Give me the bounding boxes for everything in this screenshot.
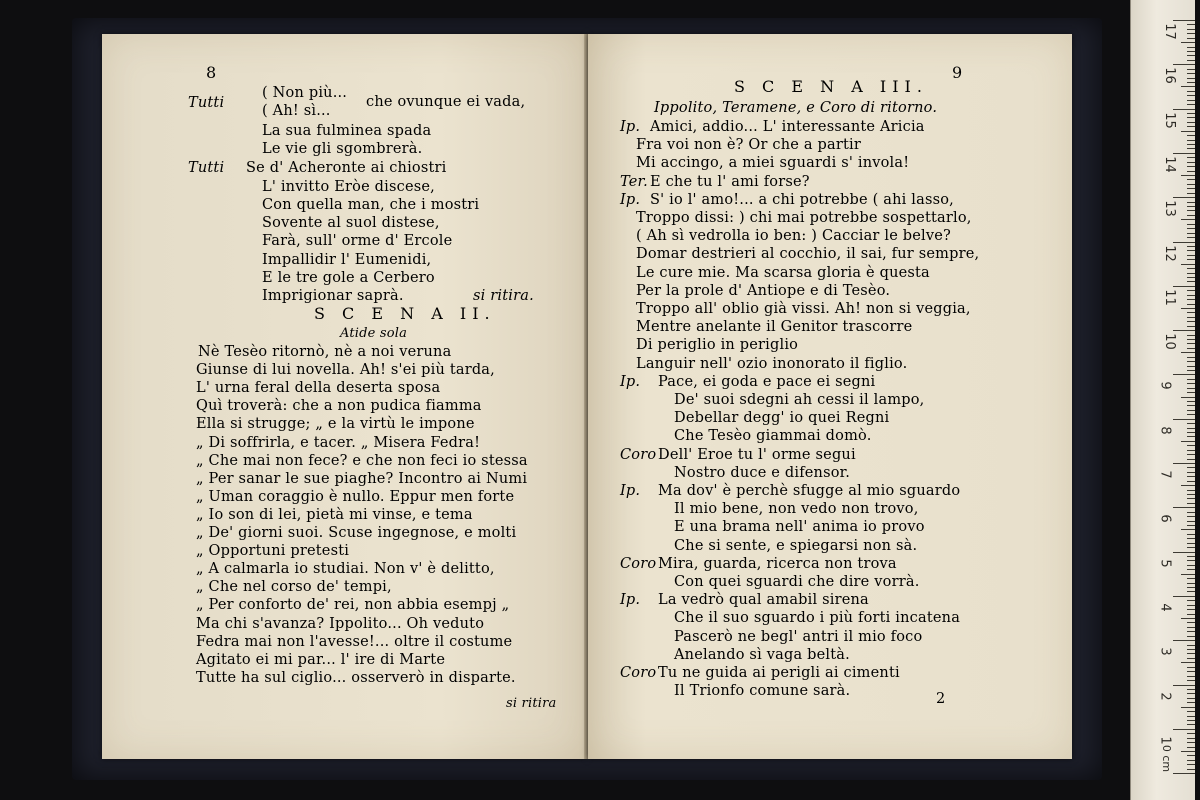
ruler-tick — [1187, 534, 1195, 535]
ruler-tick — [1173, 242, 1195, 243]
ruler-tick — [1187, 410, 1195, 411]
dialogue-line: Che il suo sguardo i più forti incatena — [674, 610, 961, 627]
ruler-tick — [1187, 698, 1195, 699]
dialogue-line: Il mio bene, non vedo non trovo, — [674, 501, 919, 518]
scene-subtitle: Atide sola — [340, 326, 408, 341]
ruler-tick — [1187, 166, 1195, 167]
speaker-label: Ip. — [620, 119, 641, 135]
ruler-tick — [1173, 64, 1195, 65]
speaker-label: Coro — [620, 665, 657, 681]
ruler-tick — [1187, 481, 1195, 482]
ruler-number: 8 — [1157, 426, 1173, 435]
dialogue-line: Mira, guarda, ricerca non trova — [658, 555, 897, 572]
ruler-tick — [1187, 321, 1195, 322]
speaker-label: Ter. — [620, 173, 648, 190]
ruler-tick — [1187, 113, 1195, 114]
ruler-tick — [1187, 689, 1195, 690]
monologue-line: „ Per sanar le sue piaghe? Incontro ai Numi — [196, 470, 528, 487]
ruler-tick — [1173, 330, 1195, 331]
ruler-tick — [1187, 622, 1195, 623]
ruler-tick — [1187, 122, 1195, 123]
ruler-tick — [1187, 388, 1195, 389]
ruler-tick — [1187, 60, 1195, 61]
monologue-line: Fedra mai non l'avesse!... oltre il costume — [196, 633, 513, 650]
ruler-number: 5 — [1157, 558, 1173, 568]
ruler-tick — [1187, 304, 1195, 305]
ruler-tick — [1187, 202, 1195, 203]
dialogue-line: Di periglio in periglio — [636, 337, 799, 354]
ruler-tick — [1187, 459, 1195, 460]
dialogue-line: Il Trionfo comune sarà. — [674, 683, 851, 700]
left-page-number: 8 — [206, 63, 217, 82]
stage-direction: si ritira. — [473, 288, 534, 304]
verse-line: La sua fulminea spada — [262, 123, 432, 139]
dialogue-line: Amici, addio... L' interessante Aricia — [650, 119, 925, 135]
ruler-tick — [1187, 680, 1195, 681]
monologue-line: L' urna feral della deserta sposa — [196, 380, 441, 397]
ruler-tick — [1187, 538, 1195, 539]
ruler-tick — [1187, 206, 1195, 207]
ruler-tick — [1187, 250, 1195, 251]
dialogue-line: Che si sente, e spiegarsi non sà. — [674, 537, 918, 554]
ruler-tick — [1187, 476, 1195, 477]
monologue-line: „ Uman coraggio è nullo. Eppur men forte — [196, 488, 515, 505]
ruler-tick — [1187, 423, 1195, 424]
scene-title: S C E N A II. — [314, 304, 496, 323]
ruler-tick — [1187, 135, 1195, 136]
ruler-tick — [1187, 658, 1195, 659]
ruler-tick — [1187, 91, 1195, 92]
ruler-tick — [1187, 335, 1195, 336]
dialogue-line: Fra voi non è? Or che a partir — [636, 137, 861, 154]
ruler-tick — [1187, 445, 1195, 446]
ruler-tick — [1187, 366, 1195, 367]
ruler-number: 15 — [1161, 111, 1177, 129]
ruler-tick — [1187, 521, 1195, 522]
ruler-tick — [1187, 760, 1195, 761]
ruler-tick — [1187, 747, 1195, 748]
dialogue-line: Pace, ei goda e pace ei segni — [658, 373, 876, 390]
ruler-tick — [1187, 405, 1195, 406]
ruler-tick — [1173, 20, 1195, 21]
signature-mark: 2 — [936, 691, 946, 707]
ruler-tick — [1181, 131, 1195, 132]
ruler-number: 7 — [1157, 470, 1173, 479]
ruler-tick — [1187, 255, 1195, 256]
ruler-number: 6 — [1157, 514, 1173, 523]
ruler-tick — [1181, 352, 1195, 353]
ruler-number: 17 — [1161, 23, 1177, 40]
ruler-tick — [1173, 153, 1195, 154]
ruler-tick — [1173, 463, 1195, 464]
monologue-line: Tutte ha sul ciglio... osserverò in disparte. — [196, 669, 516, 686]
dialogue-line: Troppo dissi: ) chi mai potrebbe sospettarlo, — [636, 210, 972, 226]
ruler-number: 16 — [1161, 67, 1177, 85]
ruler-tick — [1187, 326, 1195, 327]
ruler-tick — [1187, 738, 1195, 739]
dialogue-line: E una brama nell' anima io provo — [674, 519, 925, 536]
dialogue-line: Le cure mie. Ma scarsa gloria è questa — [636, 264, 930, 281]
verse-line: Sovente al suol distese, — [262, 215, 440, 231]
speaker-label: Tutti — [188, 95, 225, 111]
ruler-tick — [1187, 543, 1195, 544]
dialogue-line: Ma dov' è perchè sfugge al mio sguardo — [658, 483, 961, 499]
ruler-tick — [1187, 667, 1195, 668]
ruler-tick — [1187, 100, 1195, 101]
ruler-tick — [1187, 436, 1195, 437]
ruler-tick — [1181, 219, 1195, 220]
verse-line: Imprigionar saprà. — [262, 288, 404, 304]
ruler-tick — [1187, 55, 1195, 56]
ruler-tick — [1181, 751, 1195, 752]
ruler-tick — [1173, 640, 1195, 641]
ruler-tick — [1187, 361, 1195, 362]
ruler-tick — [1173, 552, 1195, 553]
monologue-line: Giunse di lui novella. Ah! s'ei più tarda, — [196, 362, 495, 379]
verse-line: Impallidir l' Eumenidi, — [262, 252, 432, 268]
ruler-tick — [1187, 148, 1195, 149]
ruler-tick — [1187, 649, 1195, 650]
ruler-tick — [1187, 171, 1195, 172]
ruler-tick — [1187, 51, 1195, 52]
ruler-number: 10 — [1161, 333, 1177, 350]
ruler-tick — [1187, 273, 1195, 274]
ruler-tick — [1187, 742, 1195, 743]
dialogue-line: Debellar degg' io quei Regni — [674, 410, 890, 427]
ruler-tick — [1181, 441, 1195, 442]
dialogue-line: E che tu l' ami forse? — [650, 173, 810, 190]
ruler-tick — [1187, 95, 1195, 96]
ruler-tick — [1187, 583, 1195, 584]
ruler-tick — [1187, 268, 1195, 269]
monologue-line: Quì troverà: che a non pudica fiamma — [196, 398, 482, 415]
ruler-tick — [1187, 140, 1195, 141]
ruler-tick — [1187, 494, 1195, 495]
ruler-tick — [1187, 450, 1195, 451]
scene-subtitle: Ippolito, Teramene, e Coro di ritorno. — [654, 100, 938, 116]
ruler-tick — [1187, 117, 1195, 118]
ruler-tick — [1187, 565, 1195, 566]
ruler-tick — [1181, 574, 1195, 575]
ruler-number: 4 — [1157, 603, 1173, 612]
ruler-tick — [1187, 490, 1195, 491]
ruler-tick — [1173, 419, 1195, 420]
ruler-number: 14 — [1161, 156, 1177, 173]
ruler-tick — [1187, 299, 1195, 300]
speaker-label: Coro — [620, 446, 657, 463]
ruler-tick — [1187, 711, 1195, 712]
dialogue-line: Troppo all' oblio già vissi. Ah! non si veggia, — [636, 301, 971, 317]
ruler-tick — [1173, 109, 1195, 110]
ruler-tick — [1187, 609, 1195, 610]
verse-line: Le vie gli sgombrerà. — [262, 141, 423, 157]
dialogue-line: Anelando sì vaga beltà. — [674, 646, 850, 663]
ruler-tick — [1187, 556, 1195, 557]
ruler-tick — [1173, 773, 1195, 774]
ruler-tick — [1187, 188, 1195, 189]
ruler-tick — [1187, 157, 1195, 158]
ruler-tick — [1187, 290, 1195, 291]
dialogue-line: La vedrò qual amabil sirena — [658, 592, 869, 609]
ruler-tick — [1187, 428, 1195, 429]
monologue-line: Ella si strugge; „ e la virtù le impone — [196, 416, 475, 433]
ruler-tick — [1187, 578, 1195, 579]
ruler-tick — [1173, 685, 1195, 686]
ruler-tick — [1187, 764, 1195, 765]
ruler-tick — [1181, 42, 1195, 43]
ruler-tick — [1187, 432, 1195, 433]
ruler-tick — [1187, 295, 1195, 296]
ruler-tick — [1187, 379, 1195, 380]
ruler-tick — [1187, 343, 1195, 344]
ruler-tick — [1187, 631, 1195, 632]
verse-line: ( Non più... — [262, 85, 348, 101]
ruler-tick — [1187, 591, 1195, 592]
ruler-tick — [1173, 374, 1195, 375]
ruler-tick — [1187, 33, 1195, 34]
ruler-tick — [1187, 73, 1195, 74]
ruler-tick — [1187, 653, 1195, 654]
ruler-tick — [1181, 662, 1195, 663]
ruler-tick — [1187, 525, 1195, 526]
ruler-tick — [1187, 587, 1195, 588]
dialogue-line: S' io l' amo!... a chi potrebbe ( ahi lasso, — [650, 191, 954, 208]
ruler-tick — [1187, 228, 1195, 229]
ruler-tick — [1187, 126, 1195, 127]
ruler-tick — [1181, 485, 1195, 486]
ruler-tick — [1187, 569, 1195, 570]
dialogue-line: Domar destrieri al cocchio, il sai, fur sempre, — [636, 246, 980, 263]
monologue-line: Nè Tesèo ritornò, nè a noi veruna — [198, 344, 452, 360]
ruler-number: 2 — [1157, 691, 1173, 701]
dialogue-line: ( Ah sì vedrolla io ben: ) Cacciar le belve? — [636, 228, 952, 245]
ruler-tick — [1187, 720, 1195, 721]
ruler-tick — [1181, 175, 1195, 176]
ruler-tick — [1187, 498, 1195, 499]
ruler-tick — [1187, 605, 1195, 606]
ruler-tick — [1187, 259, 1195, 260]
ruler-tick — [1187, 769, 1195, 770]
ruler-tick — [1187, 636, 1195, 637]
ruler-tick — [1187, 312, 1195, 313]
dialogue-line: Con quei sguardi che dire vorrà. — [674, 574, 920, 590]
ruler-tick — [1187, 600, 1195, 601]
ruler-tick — [1187, 614, 1195, 615]
ruler-tick — [1187, 503, 1195, 504]
monologue-line: „ Di soffrirla, e tacer. „ Misera Fedra! — [196, 434, 481, 451]
ruler-tick — [1187, 29, 1195, 30]
ruler-number: 12 — [1161, 244, 1177, 262]
ruler-tick — [1181, 397, 1195, 398]
ruler-tick — [1187, 627, 1195, 628]
dialogue-line: Che Tesèo giammai domò. — [674, 428, 872, 445]
right-page-number: 9 — [952, 63, 963, 82]
ruler-tick — [1187, 179, 1195, 180]
dialogue-line: Pascerò ne begl' antri il mio foco — [674, 628, 923, 645]
monologue-line: Ma chi s'avanza? Ippolito... Oh veduto — [196, 615, 485, 632]
ruler-tick — [1187, 193, 1195, 194]
ruler-tick — [1187, 281, 1195, 282]
dialogue-line: De' suoi sdegni ah cessi il lampo, — [674, 392, 925, 408]
ruler-tick — [1187, 676, 1195, 677]
stage-direction: si ritira — [506, 696, 557, 711]
ruler-tick — [1187, 733, 1195, 734]
ruler-number: 3 — [1157, 647, 1173, 656]
ruler-tick — [1187, 104, 1195, 105]
monologue-line: „ Per conforto de' rei, non abbia esempj „ — [196, 597, 510, 614]
ruler-tick — [1187, 246, 1195, 247]
verse-line: Con quella man, che i mostri — [262, 197, 480, 213]
ruler-tick — [1187, 162, 1195, 163]
dialogue-line: Mentre anelante il Genitor trascorre — [636, 319, 913, 336]
ruler-unit-label: 0 cm — [1160, 744, 1174, 773]
ruler-tick — [1187, 724, 1195, 725]
dialogue-line: Mi accingo, a miei sguardi s' invola! — [636, 155, 910, 172]
ruler-tick — [1187, 370, 1195, 371]
monologue-line: „ A calmarla io studiai. Non v' è delitto, — [196, 561, 495, 578]
ruler-tick — [1187, 472, 1195, 473]
verse-line: E le tre gole a Cerbero — [262, 270, 435, 286]
ruler-tick — [1187, 233, 1195, 234]
monologue-line: „ Che nel corso de' tempi, — [196, 579, 392, 596]
dialogue-line: Tu ne guida ai perigli ai cimenti — [658, 665, 900, 681]
speaker-label: Coro — [620, 555, 657, 572]
ruler-tick — [1173, 286, 1195, 287]
monologue-line: „ Io son di lei, pietà mi vinse, e tema — [196, 506, 473, 523]
ruler-tick — [1187, 671, 1195, 672]
monologue-line: „ De' giorni suoi. Scuse ingegnose, e molti — [196, 525, 517, 541]
ruler-tick — [1187, 392, 1195, 393]
ruler-tick — [1187, 339, 1195, 340]
ruler-number: 11 — [1161, 289, 1177, 306]
monologue-line: „ Opportuni pretesti — [196, 543, 350, 560]
ruler-tick — [1187, 516, 1195, 517]
verse-line: Farà, sull' orme d' Ercole — [262, 233, 453, 249]
ruler-tick — [1187, 78, 1195, 79]
ruler-tick — [1187, 215, 1195, 216]
ruler-tick — [1187, 82, 1195, 83]
ruler-tick — [1187, 560, 1195, 561]
ruler-tick — [1187, 224, 1195, 225]
ruler-tick — [1187, 357, 1195, 358]
ruler-tick — [1187, 645, 1195, 646]
ruler-tick — [1187, 210, 1195, 211]
ruler-tick — [1187, 755, 1195, 756]
speaker-label: Ip. — [620, 483, 641, 499]
speaker-label: Ip. — [620, 373, 641, 390]
ruler-tick — [1187, 693, 1195, 694]
monologue-line: Agitato ei mi par... l' ire di Marte — [196, 651, 446, 668]
ruler-tick — [1187, 383, 1195, 384]
ruler-tick — [1181, 529, 1195, 530]
ruler-tick — [1187, 348, 1195, 349]
ruler-tick — [1187, 47, 1195, 48]
dialogue-line: Per la prole d' Antiope e di Tesèo. — [636, 282, 891, 299]
scene-title: S C E N A III. — [734, 77, 928, 96]
speaker-label: Ip. — [620, 592, 641, 609]
ruler-tick — [1187, 702, 1195, 703]
ruler-number: 9 — [1157, 381, 1173, 391]
speaker-label: Tutti — [188, 160, 225, 176]
ruler-tick — [1181, 86, 1195, 87]
ruler-tick — [1187, 454, 1195, 455]
ruler-tick — [1187, 467, 1195, 468]
ruler-tick — [1181, 308, 1195, 309]
ruler-tick — [1187, 184, 1195, 185]
ruler-tick — [1187, 716, 1195, 717]
ruler-number: 13 — [1161, 200, 1177, 217]
ruler-tick — [1187, 69, 1195, 70]
verse-line: L' invitto Eròe discese, — [262, 179, 435, 195]
dialogue-line: Dell' Eroe tu l' orme segui — [658, 446, 856, 463]
dialogue-line: Languir nell' ozio inonorato il figlio. — [636, 355, 908, 372]
ruler-tick — [1187, 414, 1195, 415]
ruler-tick — [1181, 618, 1195, 619]
ruler-tick — [1187, 547, 1195, 548]
verse-line: Se d' Acheronte ai chiostri — [246, 160, 447, 176]
speaker-label: Ip. — [620, 191, 641, 208]
ruler-tick — [1173, 197, 1195, 198]
dialogue-line: Nostro duce e difensor. — [674, 464, 851, 481]
ruler-tick — [1187, 317, 1195, 318]
ruler-tick — [1187, 38, 1195, 39]
verse-line: che ovunque ei vada, — [366, 94, 526, 110]
ruler-tick — [1187, 401, 1195, 402]
ruler-tick — [1173, 596, 1195, 597]
ruler-tick — [1181, 707, 1195, 708]
ruler-tick — [1187, 237, 1195, 238]
monologue-line: „ Che mai non fece? e che non feci io stessa — [196, 452, 528, 469]
ruler-tick — [1173, 507, 1195, 508]
verse-line: ( Ah! sì... — [262, 103, 331, 119]
ruler-tick — [1173, 729, 1195, 730]
ruler-tick — [1187, 512, 1195, 513]
ruler-tick — [1187, 24, 1195, 25]
ruler-tick — [1181, 264, 1195, 265]
ruler-number: 1 — [1157, 736, 1173, 745]
ruler-tick — [1187, 277, 1195, 278]
measurement-ruler — [1130, 0, 1195, 800]
ruler-tick — [1187, 144, 1195, 145]
